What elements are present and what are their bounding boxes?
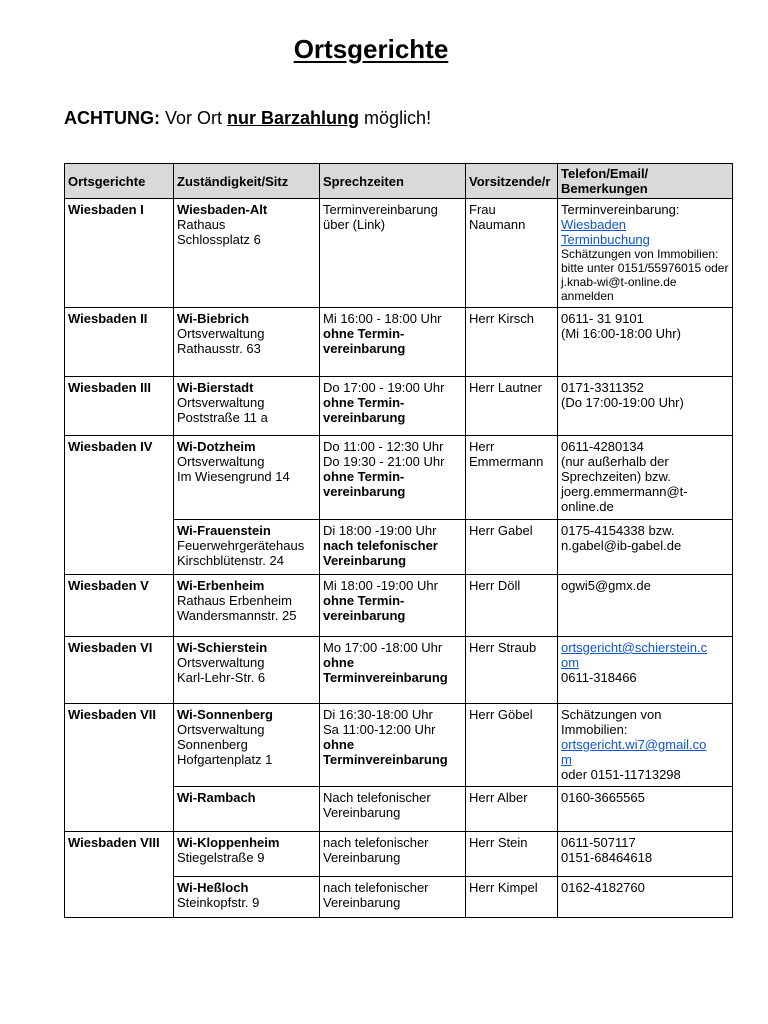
cell-kontakt: 0175-4154338 bzw. n.gabel@ib-gabel.de: [558, 520, 733, 575]
cell-kontakt: 0611- 31 9101 (Mi 16:00-18:00 Uhr): [558, 308, 733, 377]
cell-kontakt: 0162-4182760: [558, 877, 733, 918]
cell-vorsitzende: Herr Kirsch: [466, 308, 558, 377]
cell-sitz: Wi-Erbenheim Rathaus Erbenheim Wandersmannstr. 25: [174, 575, 320, 637]
cell-sitz: Wi-Bierstadt Ortsverwaltung Poststraße 11 a: [174, 377, 320, 436]
table-row: [65, 436, 733, 520]
cell-vorsitzende: Herr Emmermann: [466, 436, 558, 520]
cell-sitz: Wi-Frauenstein Feuerwehrgerätehaus Kirschblütenstr. 24: [174, 520, 320, 575]
cell-sitz: Wi-Kloppenheim Stiegelstraße 9: [174, 832, 320, 877]
cell-sprechzeiten: Mo 17:00 -18:00 Uhr ohne Terminvereinbarung: [320, 637, 466, 704]
cell-kontakt: Schätzungen von Immobilien: ortsgericht.wi7@gmail.co m oder 0151-11713298: [558, 704, 733, 787]
cell-sprechzeiten: Mi 16:00 - 18:00 Uhr ohne Termin- vereinbarung: [320, 308, 466, 377]
header-ortsgericht: Ortsgerichte: [65, 164, 174, 199]
header-kontakt: Telefon/Email/ Bemerkungen: [558, 164, 733, 199]
cell-gericht: Wiesbaden IV: [65, 436, 174, 575]
schierstein-email-link[interactable]: ortsgericht@schierstein.c om: [561, 640, 708, 670]
cell-kontakt: 0171-3311352 (Do 17:00-19:00 Uhr): [558, 377, 733, 436]
notice-emphasis: nur Barzahlung: [227, 108, 360, 128]
cell-sitz: Wi-Dotzheim Ortsverwaltung Im Wiesengrund 14: [174, 436, 320, 520]
header-vorsitzende: Vorsitzende/r: [466, 164, 558, 199]
table-row: [65, 704, 733, 787]
terminbuchung-link[interactable]: Wiesbaden Terminbuchung: [561, 217, 650, 247]
cell-vorsitzende: Herr Stein: [466, 832, 558, 877]
cell-kontakt: ortsgericht@schierstein.c om 0611-318466: [558, 637, 733, 704]
cell-sitz: Wi-Sonnenberg Ortsverwaltung Sonnenberg Hofgartenplatz 1: [174, 704, 320, 787]
page-title: Ortsgerichte: [293, 34, 449, 64]
table-row: [65, 377, 733, 436]
cell-vorsitzende: Herr Alber: [466, 787, 558, 832]
cell-vorsitzende: Herr Göbel: [466, 704, 558, 787]
notice-prefix: ACHTUNG:: [64, 108, 160, 128]
header-sitz: Zuständigkeit/Sitz: [174, 164, 320, 199]
cell-kontakt: 0160-3665565: [558, 787, 733, 832]
cell-gericht: Wiesbaden VII: [65, 704, 174, 832]
cell-sprechzeiten: Di 16:30-18:00 Uhr Sa 11:00-12:00 Uhr ohne Terminvereinbarung: [320, 704, 466, 787]
cell-kontakt: Terminvereinbarung: Wiesbaden Terminbuchung Schätzungen von Immobilien: bitte unter 0151/55976015 oder j.knab-wi@t-online.de anmelden: [558, 199, 733, 308]
cell-sprechzeiten: nach telefonischer Vereinbarung: [320, 832, 466, 877]
cell-vorsitzende: Herr Kimpel: [466, 877, 558, 918]
table-row: [65, 308, 733, 377]
table-row: [65, 199, 733, 308]
cell-kontakt: 0611-4280134 (nur außerhalb der Sprechzeiten) bzw. joerg.emmermann@t- online.de: [558, 436, 733, 520]
cell-sitz: Wi-Rambach: [174, 787, 320, 832]
sonnenberg-email-link[interactable]: ortsgericht.wi7@gmail.co m: [561, 737, 707, 767]
notice-text-1: Vor Ort: [160, 108, 228, 128]
cell-vorsitzende: Herr Straub: [466, 637, 558, 704]
cell-gericht: Wiesbaden VI: [65, 637, 174, 704]
cell-sprechzeiten: Do 17:00 - 19:00 Uhr ohne Termin- vereinbarung: [320, 377, 466, 436]
notice-text-2: möglich!: [359, 108, 432, 128]
cell-gericht: Wiesbaden II: [65, 308, 174, 377]
cell-sprechzeiten: Mi 18:00 -19:00 Uhr ohne Termin- vereinbarung: [320, 575, 466, 637]
cell-sprechzeiten: nach telefonischer Vereinbarung: [320, 877, 466, 918]
cell-sitz: Wiesbaden-Alt Rathaus Schlossplatz 6: [174, 199, 320, 308]
cell-gericht: Wiesbaden I: [65, 199, 174, 308]
ortsgerichte-table: [64, 163, 733, 918]
cell-sprechzeiten: Di 18:00 -19:00 Uhr nach telefonischer Vereinbarung: [320, 520, 466, 575]
cell-sitz: Wi-Heßloch Steinkopfstr. 9: [174, 877, 320, 918]
cell-sitz: Wi-Biebrich Ortsverwaltung Rathausstr. 63: [174, 308, 320, 377]
cell-gericht: Wiesbaden V: [65, 575, 174, 637]
table-row: [65, 637, 733, 704]
cell-kontakt: 0611-507117 0151-68464618: [558, 832, 733, 877]
cell-sprechzeiten: Terminvereinbarung über (Link): [320, 199, 466, 308]
cell-vorsitzende: Herr Gabel: [466, 520, 558, 575]
cell-vorsitzende: Frau Naumann: [466, 199, 558, 308]
table-row: [65, 575, 733, 637]
table-row: [65, 832, 733, 877]
payment-notice: [64, 108, 431, 129]
cell-sitz: Wi-Schierstein Ortsverwaltung Karl-Lehr-Str. 6: [174, 637, 320, 704]
table-header-row: [65, 164, 733, 199]
cell-gericht: Wiesbaden III: [65, 377, 174, 436]
header-sprechzeiten: Sprechzeiten: [320, 164, 466, 199]
cell-vorsitzende: Herr Döll: [466, 575, 558, 637]
cell-sprechzeiten: Nach telefonischer Vereinbarung: [320, 787, 466, 832]
cell-vorsitzende: Herr Lautner: [466, 377, 558, 436]
cell-kontakt: ogwi5@gmx.de: [558, 575, 733, 637]
cell-sprechzeiten: Do 11:00 - 12:30 Uhr Do 19:30 - 21:00 Uhr ohne Termin- vereinbarung: [320, 436, 466, 520]
cell-gericht: Wiesbaden VIII: [65, 832, 174, 918]
